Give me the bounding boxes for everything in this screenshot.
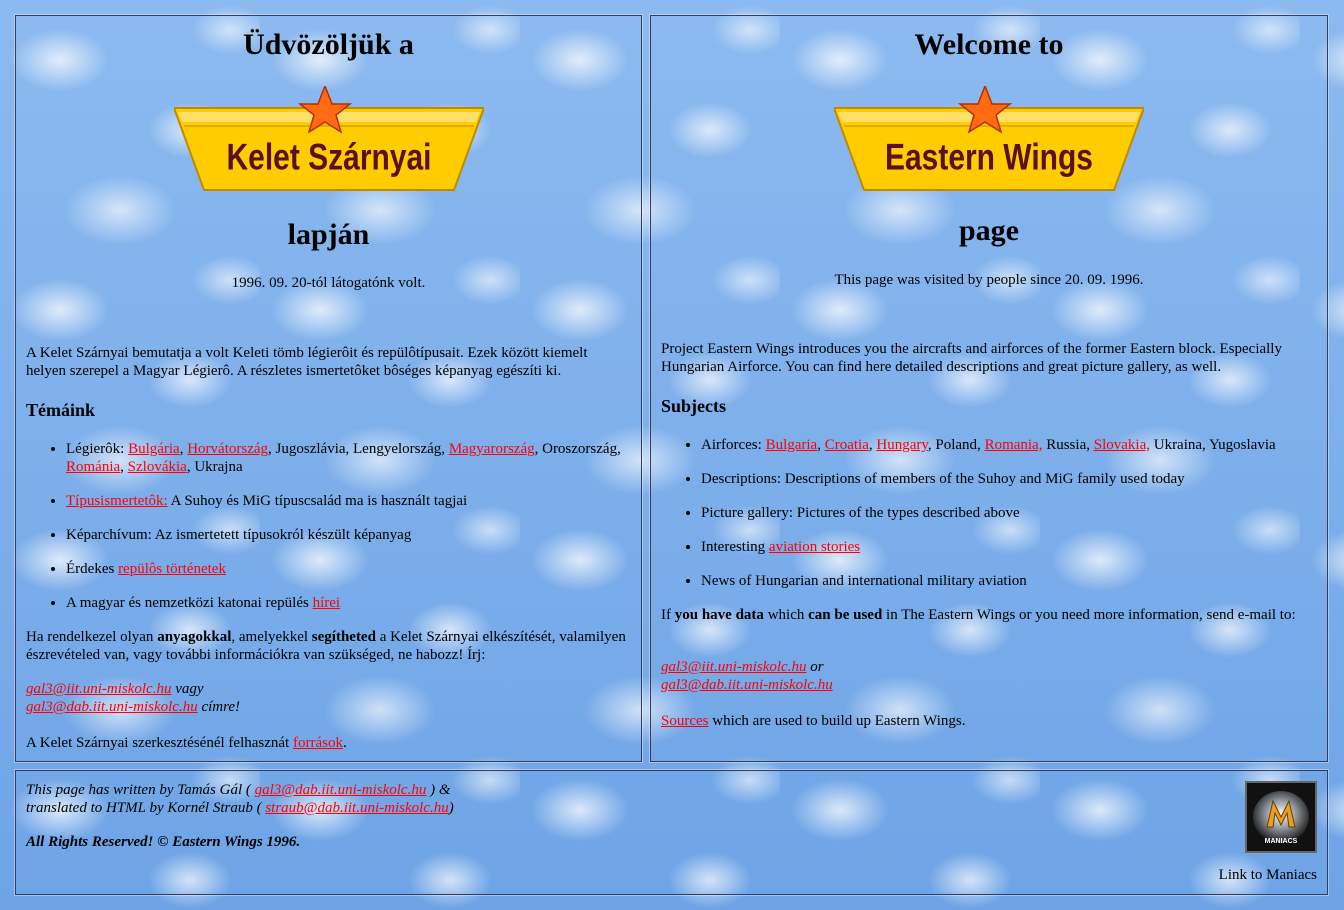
email-link-1[interactable]: gal3@iit.uni-miskolc.hu: [26, 681, 172, 697]
link-bulgaria[interactable]: Bulgária: [128, 441, 180, 457]
intro-paragraph: A Kelet Szárnyai bemutatja a volt Keleti tömb légierôit és repülôtípusait. Ezek között kiemelt helyen szerepel a Magyar Légierô. A részletes ismertetôket bôséges képanyag egészíti ki.: [26, 345, 588, 379]
hungarian-title-bottom: lapján: [287, 218, 370, 251]
credits-email-link-2[interactable]: straub@dab.iit.uni-miskolc.hu: [265, 800, 449, 816]
list-item: • Képarchívum: Az ismertetett típusokról készült képanyag: [66, 526, 631, 544]
link-sources[interactable]: források: [292, 735, 343, 751]
visitor-counter-text: This page was visited by people since 20. 09. 1996.: [834, 272, 1144, 288]
copyright-text: All Rights Reserved! © Eastern Wings 1996.: [26, 834, 301, 850]
kelet-szarnyai-logo: [174, 86, 484, 194]
hungarian-title-top: Üdvözöljük a: [243, 28, 414, 61]
contact-paragraph: If you have data which can be used in The Eastern Wings or you need more information, send e-mail to:: [661, 607, 1296, 623]
list-item: • A magyar és nemzetközi katonai repülés hírei: [66, 594, 631, 612]
maniacs-link-text[interactable]: Link to Maniacs: [1218, 867, 1317, 883]
contact-paragraph: Ha rendelkezel olyan anyagokkal, amelyekkel segítheted a Kelet Szárnyai elkészítését, valamilyen észrevételed van, vagy további információkra van szükséged, ne habozz! Írj:: [26, 629, 626, 663]
sources-paragraph: Sources which are used to build up Eastern Wings.: [661, 713, 966, 729]
maniacs-logo-text: MANIACS: [1264, 838, 1298, 845]
list-item: • Típusismertetôk: A Suhoy és MiG típuscsalád ma is használt tagjai: [66, 492, 631, 510]
kelet-szarnyai-logo-text: Kelet Szárnyai: [226, 136, 431, 179]
english-title-bottom: page: [959, 214, 1019, 247]
link-romania[interactable]: Románia: [66, 459, 121, 475]
link-croatia[interactable]: Horvátország: [187, 441, 269, 457]
list-item: • Picture gallery: Pictures of the types described above: [701, 504, 1317, 522]
link-hungary[interactable]: Hungary: [876, 437, 928, 453]
link-slovakia[interactable]: Slovakia,: [1093, 437, 1150, 453]
list-item: • Descriptions: Descriptions of members of the Suhoy and MiG family used today: [701, 470, 1317, 488]
link-croatia[interactable]: Croatia: [824, 437, 869, 453]
credits-email-link-1[interactable]: gal3@dab.iit.uni-miskolc.hu: [254, 782, 427, 798]
english-title-top: Welcome to: [914, 28, 1064, 61]
link-romania[interactable]: Romania,: [984, 437, 1043, 453]
topics-heading: Témáink: [26, 400, 96, 420]
link-slovakia[interactable]: Szlovákia: [127, 459, 187, 475]
footer-panel: [15, 770, 1328, 895]
intro-paragraph: Project Eastern Wings introduces you the aircrafts and airforces of the former Eastern block. Especially Hungarian Airforce. You can find here detailed descriptions and great picture gallery, as well.: [661, 341, 1282, 375]
hungarian-panel: [15, 15, 642, 762]
email-paragraph: gal3@iit.uni-miskolc.hu vagy gal3@dab.iit.uni-miskolc.hu címre!: [26, 681, 241, 715]
link-aviation-stories[interactable]: aviation stories: [768, 539, 861, 555]
subjects-heading: Subjects: [661, 396, 727, 416]
link-flight-stories[interactable]: repülôs történetek: [118, 561, 226, 577]
email-paragraph: gal3@iit.uni-miskolc.hu or gal3@dab.iit.uni-miskolc.hu: [661, 659, 833, 693]
eastern-wings-logo-text: Eastern Wings: [885, 136, 1093, 179]
subjects-list: [661, 436, 1317, 606]
list-item: • News of Hungarian and international military aviation: [701, 572, 1317, 590]
link-bulgaria[interactable]: Bulgaria: [765, 437, 818, 453]
link-hungary[interactable]: Magyarország: [448, 441, 535, 457]
link-type-descriptions[interactable]: Típusismertetôk:: [66, 493, 168, 509]
list-item: • Érdekes repülôs történetek: [66, 560, 631, 578]
english-panel: [650, 15, 1328, 762]
link-news[interactable]: hírei: [312, 595, 341, 611]
link-sources[interactable]: Sources: [661, 713, 709, 729]
eastern-wings-logo: [834, 86, 1144, 194]
sources-paragraph: A Kelet Szárnyai szerkesztésénél felhasznát források.: [26, 735, 347, 751]
visitor-counter-text: 1996. 09. 20-tól látogatónk volt.: [231, 275, 426, 291]
list-item: • Légierôk: Bulgária, Horvátország, Jugoszlávia, Lengyelország, Magyarország, Oroszország, Románia, Szlovákia, Ukrajna: [66, 440, 631, 476]
email-link-2[interactable]: gal3@dab.iit.uni-miskolc.hu: [661, 677, 833, 693]
list-item: • Airforces: Bulgaria, Croatia, Hungary, Poland, Romania, Russia, Slovakia, Ukraina, Yugoslavia: [701, 436, 1317, 454]
email-link-1[interactable]: gal3@iit.uni-miskolc.hu: [661, 659, 807, 675]
topics-list: [26, 440, 631, 628]
credits-text: This page has written by Tamás Gál ( gal3@dab.iit.uni-miskolc.hu ) & translated to HTML by Kornél Straub ( straub@dab.iit.uni-miskolc.hu): [26, 782, 454, 816]
email-link-2[interactable]: gal3@dab.iit.uni-miskolc.hu: [26, 699, 198, 715]
maniacs-logo-link[interactable]: [1245, 781, 1317, 853]
list-item: • Interesting aviation stories: [701, 538, 1317, 556]
